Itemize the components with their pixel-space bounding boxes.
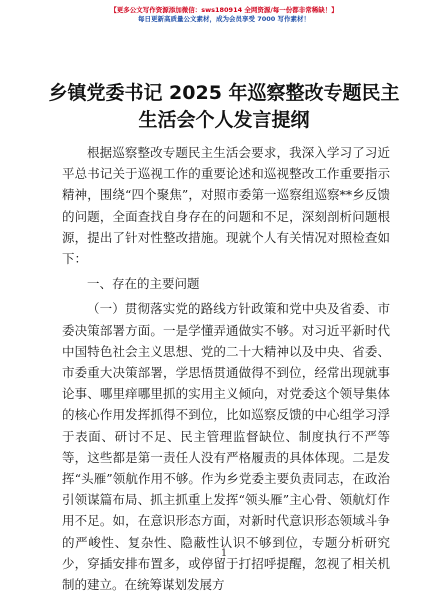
banner-promo-line: 【更多公文写作资源添加微信：sws180914 全网资源/每一份都非常稀缺！】 [110, 6, 338, 14]
intro-paragraph: 根据巡察整改专题民主生活会要求，我深入学习了习近平总书记关于巡视工作的重要论述和巡视整改工作重要指示精神，围绕“四个聚焦”，对照市委第一巡察组巡察**乡反馈的问题，全面查找自身存在的问题和不足，深刻剖析问题根源，提出了针对性整改措施。现就个人有关情况对照检查如下： [62, 145, 390, 267]
banner-subline: 每日更新高质量公文素材，成为会员享受 7000 写作素材！ [137, 15, 311, 23]
header-banner [0, 6, 448, 24]
section-heading: 一、存在的主要问题 [87, 276, 200, 292]
body-paragraph: （一）贯彻落实党的路线方针政策和党中央及省委、市委决策部署方面。一是学懂弄通做实不够。对习近平新时代中国特色社会主义思想、党的二十大精神以及中央、省委、市委重大决策部署，学思悟贯通做得不到位，经常出现就事论事、哪里痒哪里抓的实用主义倾向，对党委这个领导集体的核心作用发挥抓得不到位，比如巡察反馈的中心组学习浮于表面、研讨不足、民主管理监督缺位、制度执行不严等等，这些都是第一责任人没有严格履责的具体体现。二是发挥“头雁”领航作用不够。作为乡党委主要负责同志，在政治引领谋篇布局、抓主抓重上发挥“领头雁”主心骨、领航灯作用不足。如，在意识形态方面，对新时代意识形态领域斗争的严峻性、复杂性、隐蔽性认识不够到位，专题分析研究少，穿插安排布置多，或停留于打招呼提醒，忽视了相关机制的建立。在统筹谋划发展方 [62, 301, 390, 593]
document-title: 乡镇党委书记 2025 年巡察整改专题民主生活会个人发言提纲 [48, 82, 400, 131]
document-body [62, 142, 390, 595]
page-number: 1 [220, 548, 228, 559]
